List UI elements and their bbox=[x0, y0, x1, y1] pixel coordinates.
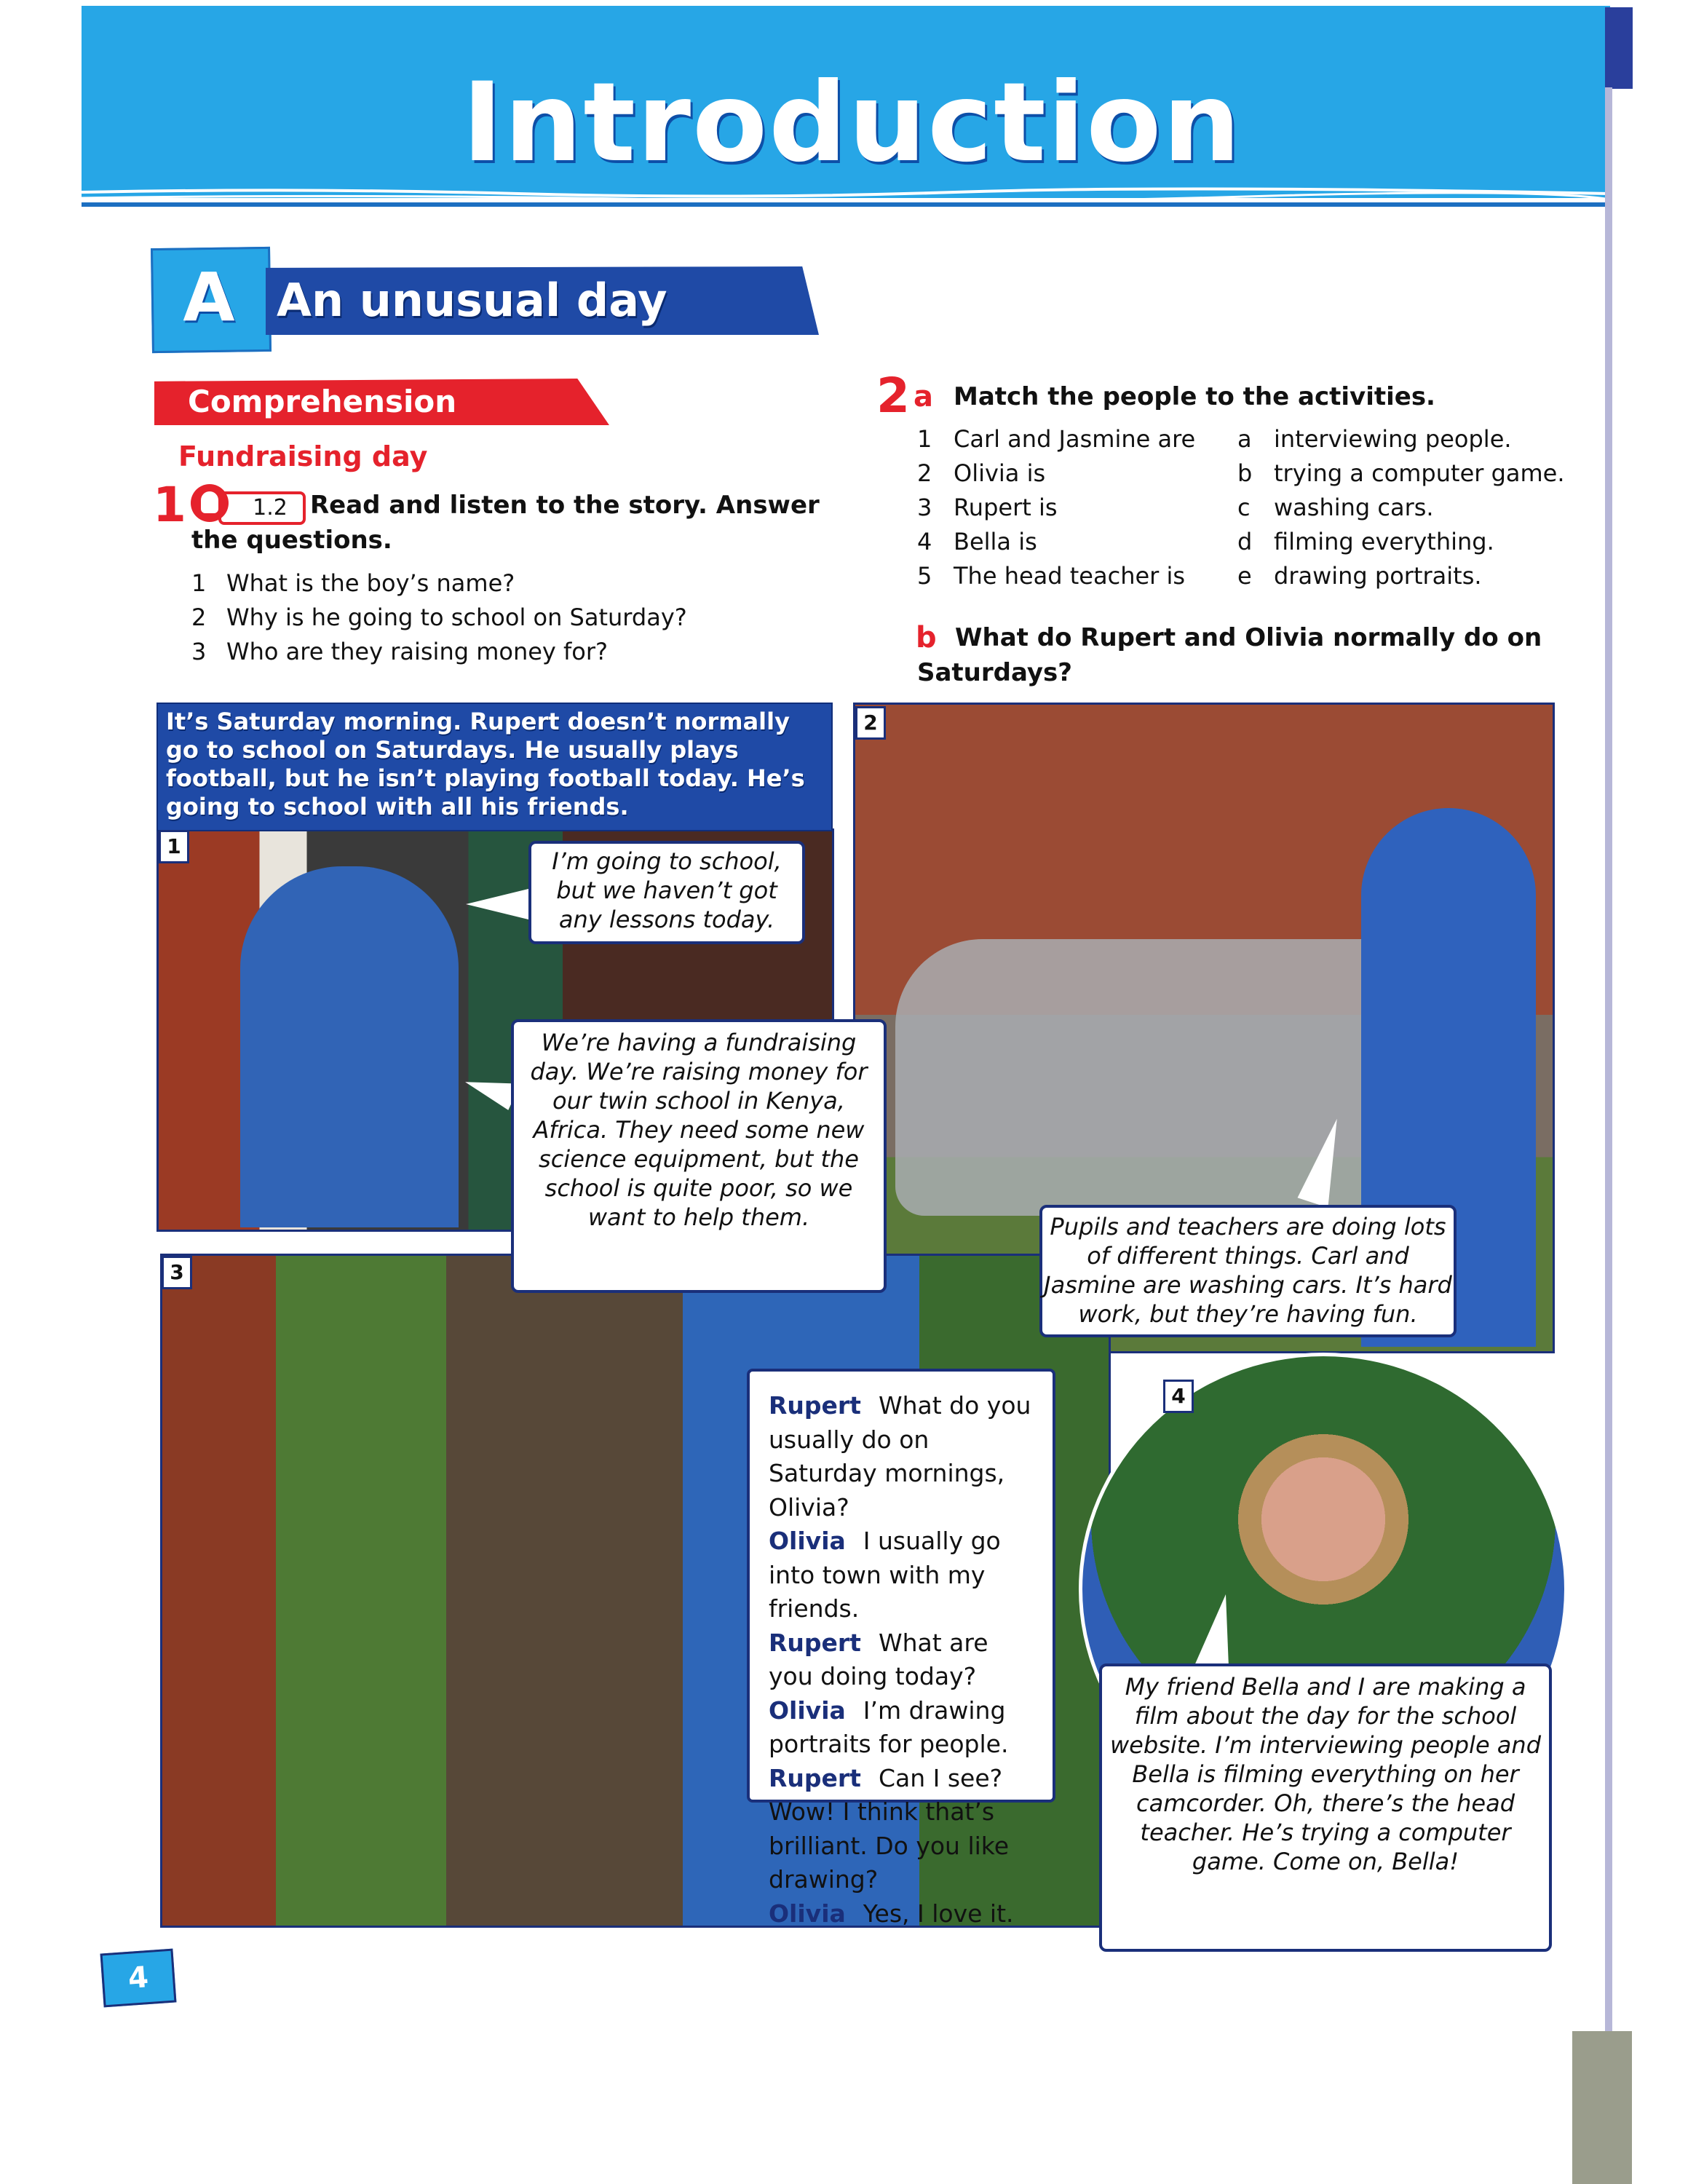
activity-letter: b bbox=[1237, 459, 1253, 487]
audio-track-number: 1.2 bbox=[253, 495, 288, 521]
dialogue-speaker: Olivia bbox=[769, 1899, 846, 1928]
dialogue-speaker: Olivia bbox=[769, 1527, 846, 1555]
section-label: Comprehension bbox=[188, 384, 457, 419]
match-row bbox=[917, 559, 1565, 593]
person-text: Bella is bbox=[954, 528, 1037, 555]
activity-letter: d bbox=[1237, 528, 1253, 555]
question-number: 2 bbox=[191, 604, 207, 631]
activity-text: filming everything. bbox=[1274, 528, 1494, 555]
exercise-1-instruction: Read and listen to the story. Answer bbox=[310, 491, 820, 520]
person-number: 2 bbox=[917, 459, 932, 487]
page-edge-shadow bbox=[1572, 2031, 1632, 2184]
person-number: 1 bbox=[917, 425, 932, 453]
exercise-1-instruction-cont: the questions. bbox=[191, 526, 392, 555]
dialogue-text: Yes, I love it. bbox=[863, 1899, 1014, 1928]
match-row bbox=[917, 456, 1565, 491]
dialogue-text: What are you doing today? bbox=[769, 1628, 988, 1690]
panel-number: 2 bbox=[855, 706, 886, 740]
rupert-figure bbox=[240, 866, 459, 1227]
dialogue-text: I usually go into town with my friends. bbox=[769, 1527, 1001, 1623]
speech-bubble-3: Pupils and teachers are doing lots of different things. Carl and Jasmine are washing cars. It’s hard work, but they’re having fun. bbox=[1039, 1205, 1457, 1337]
match-row bbox=[917, 422, 1565, 456]
question-text: What is the boy’s name? bbox=[226, 569, 515, 597]
dialogue-line bbox=[769, 1762, 1038, 1897]
person-text: The head teacher is bbox=[954, 562, 1186, 590]
question-item bbox=[191, 635, 687, 669]
exercise-2b-letter: b bbox=[916, 621, 937, 654]
activity-letter: c bbox=[1237, 494, 1251, 521]
activity-text: drawing portraits. bbox=[1274, 562, 1482, 590]
page-edge-line bbox=[1605, 87, 1612, 2031]
dialogue-line bbox=[769, 1524, 1038, 1626]
dialogue-text: Can I see? Wow! I think that’s brilliant. Do you like drawing? bbox=[769, 1763, 1010, 1894]
match-row bbox=[917, 491, 1565, 525]
unit-letter: A bbox=[183, 258, 235, 336]
dialogue-speaker: Rupert bbox=[769, 1628, 861, 1657]
question-text: Why is he going to school on Saturday? bbox=[226, 604, 687, 631]
speech-bubble-4: My friend Bella and I are making a film about the day for the school website. I’m interviewing people and Bella is filming everything on her camcorder. Oh, there’s the head teacher. He’s trying a computer game. Come on, Bella! bbox=[1099, 1663, 1552, 1952]
speech-bubble-tail bbox=[466, 888, 531, 920]
speech-bubble-2: We’re having a fundraising day. We’re raising money for our twin school in Kenya, Africa. They need some new science equipment, but the school is quite poor, so we want to help them. bbox=[511, 1019, 887, 1293]
panel-number: 3 bbox=[162, 1256, 192, 1289]
audio-track-label[interactable] bbox=[218, 491, 306, 525]
person-text: Olivia is bbox=[954, 459, 1046, 487]
match-list bbox=[917, 422, 1565, 593]
page-title: Introduction bbox=[461, 60, 1243, 186]
panel-number: 4 bbox=[1163, 1380, 1194, 1413]
dialogue-text: What do you usually do on Saturday mornings, Olivia? bbox=[769, 1391, 1031, 1522]
speech-bubble-tail bbox=[1194, 1594, 1229, 1667]
dialogue-line bbox=[769, 1694, 1038, 1762]
person-number: 3 bbox=[917, 494, 932, 521]
section-subheading: Fundraising day bbox=[178, 440, 428, 472]
question-number: 1 bbox=[191, 569, 207, 597]
person-text: Rupert is bbox=[954, 494, 1058, 521]
headphones-icon[interactable] bbox=[191, 484, 229, 522]
person-text: Carl and Jasmine are bbox=[954, 425, 1196, 453]
dialogue-line bbox=[769, 1389, 1038, 1524]
exercise-2b-instruction-cont: Saturdays? bbox=[917, 658, 1073, 687]
dialogue-line bbox=[769, 1897, 1038, 1931]
dialogue-box bbox=[747, 1369, 1055, 1928]
dialogue-speaker: Rupert bbox=[769, 1763, 861, 1792]
question-list bbox=[191, 566, 687, 669]
person-number: 4 bbox=[917, 528, 932, 555]
exercise-2-number: 2 bbox=[876, 368, 910, 424]
match-row bbox=[917, 525, 1565, 559]
person-number: 5 bbox=[917, 562, 932, 590]
dialogue-speaker: Rupert bbox=[769, 1391, 861, 1420]
exercise-2a-instruction: Match the people to the activities. bbox=[954, 382, 1435, 411]
page-number: 4 bbox=[100, 1949, 177, 2008]
dialogue-line bbox=[769, 1626, 1038, 1694]
unit-title: An unusual day bbox=[277, 274, 667, 327]
activity-letter: e bbox=[1237, 562, 1252, 590]
question-item bbox=[191, 601, 687, 635]
dialogue-text: I’m drawing portraits for people. bbox=[769, 1696, 1009, 1758]
header-wave-decoration bbox=[82, 186, 1610, 202]
activity-letter: a bbox=[1237, 425, 1252, 453]
dialogue-speaker: Olivia bbox=[769, 1696, 846, 1725]
question-item bbox=[191, 566, 687, 601]
story-intro-text: It’s Saturday morning. Rupert doesn’t normally go to school on Saturdays. He usually plays football, but he isn’t playing football today. He’s going to school with all his friends. bbox=[166, 708, 805, 820]
speech-bubble-1: I’m going to school, but we haven’t got any lessons today. bbox=[528, 841, 805, 944]
activity-text: trying a computer game. bbox=[1274, 459, 1565, 487]
question-text: Who are they raising money for? bbox=[226, 638, 609, 665]
activity-text: washing cars. bbox=[1274, 494, 1434, 521]
question-number: 3 bbox=[191, 638, 207, 665]
page-edge-tab bbox=[1605, 7, 1633, 89]
exercise-2b-instruction: What do Rupert and Olivia normally do on bbox=[955, 623, 1542, 652]
exercise-1-number: 1 bbox=[153, 477, 186, 533]
panel-number: 1 bbox=[159, 830, 189, 863]
activity-text: interviewing people. bbox=[1274, 425, 1512, 453]
exercise-2a-letter: a bbox=[914, 380, 933, 414]
